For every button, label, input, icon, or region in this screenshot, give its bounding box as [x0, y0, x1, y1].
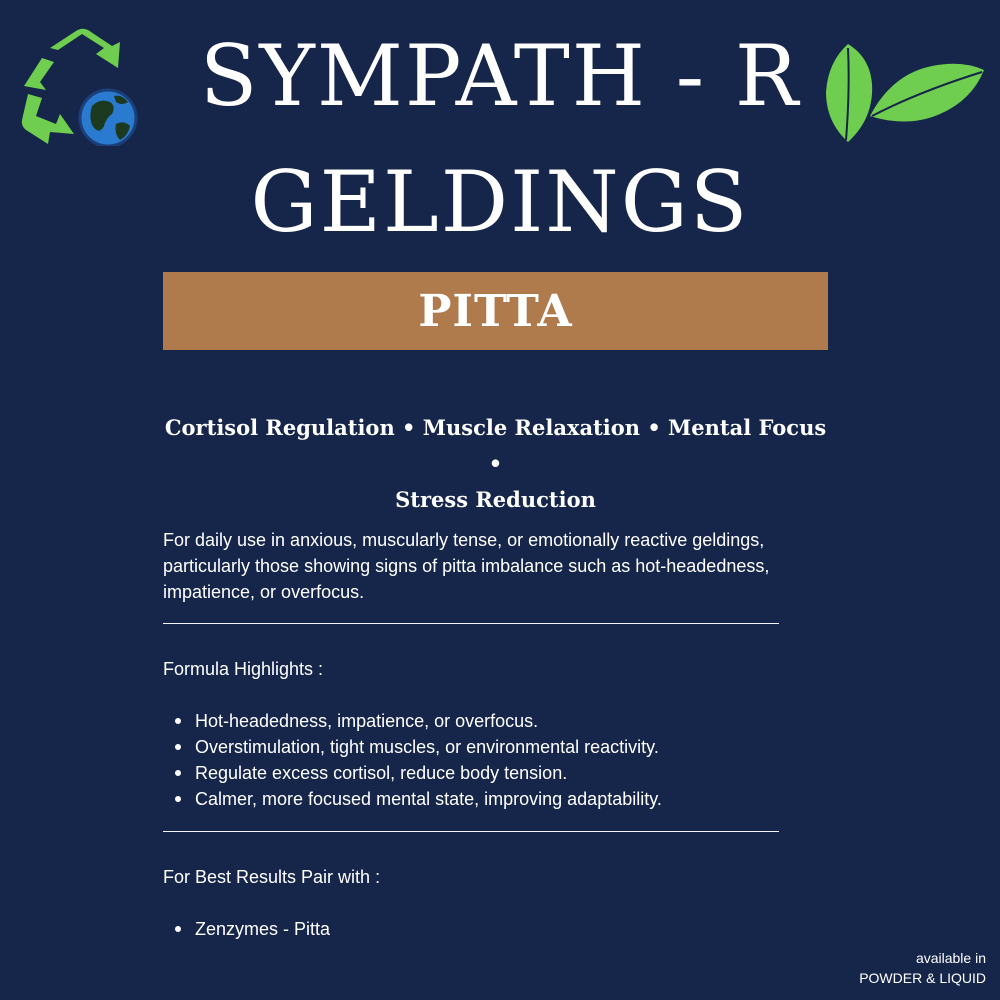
list-item: Regulate excess cortisol, reduce body tension. — [195, 760, 662, 786]
benefits-summary — [163, 410, 828, 518]
list-item: Overstimulation, tight muscles, or environmental reactivity. — [195, 734, 662, 760]
divider — [163, 831, 779, 832]
pairing-heading: For Best Results Pair with : — [163, 867, 381, 887]
page-title-line-2: GELDINGS — [250, 153, 750, 251]
intro-paragraph: For daily use in anxious, muscularly tense, or emotionally reactive geldings, particularly those showing signs of pitta imbalance such as hot-headedness, impatience, or overfocus. — [163, 530, 770, 602]
variant-label: PITTA — [418, 285, 573, 337]
benefits-line-2: Stress Reduction — [395, 487, 596, 512]
list-item: Calmer, more focused mental state, improving adaptability. — [195, 786, 662, 812]
availability-line-2: POWDER & LIQUID — [859, 970, 986, 986]
list-item: Zenzymes - Pitta — [195, 916, 330, 942]
pairing-list — [163, 916, 330, 942]
page-title-line-1: SYMPATH - R — [199, 27, 801, 125]
benefits-line-1: Cortisol Regulation • Muscle Relaxation • Mental Focus • — [164, 415, 827, 476]
divider — [163, 623, 779, 624]
highlights-list — [163, 708, 662, 812]
variant-banner — [163, 272, 828, 350]
highlights-heading: Formula Highlights : — [163, 659, 324, 679]
availability-note — [859, 948, 986, 988]
availability-line-1: available in — [915, 950, 986, 966]
list-item: Hot-headedness, impatience, or overfocus. — [195, 708, 662, 734]
